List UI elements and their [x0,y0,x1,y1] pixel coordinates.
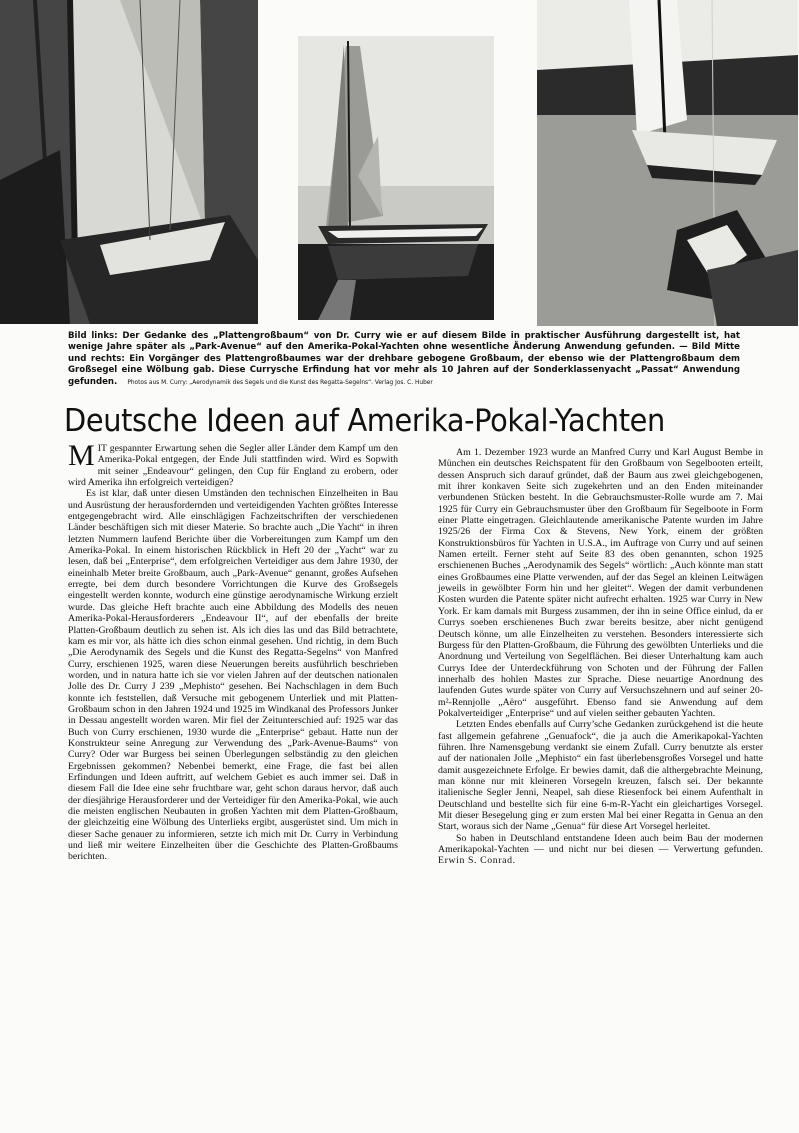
photo-left [0,0,258,324]
yacht-hull-photo [537,0,798,326]
paragraph [68,439,398,489]
photo-credit: Photos aus M. Curry: „Aerodynamik des Segels und die Kunst des Regatta-Segelns“. Verlag Jos. C. Huber [127,377,433,386]
paragraph: Es ist klar, daß unter diesen Umständen den technischen Einzelheiten in Bau und Ausrüstung der herausfordernden und verteidigenden Yachten größtes Interesse entgegengebracht wird. Alle einschlägigen Fachzeitschriften der verschiedenen Länder beschäftigen sich mit dieser Materie. So brachte auch „Die Yacht“ in ihren letzten Nummern laufend Berichte über die Vorbereitungen zum Kampf um den Amerika-Pokal. In einem historischen Rückblick in Heft 20 der „Yacht“ war zu lesen, daß bei „Enterprise“, dem erfolgreichen Verteidiger aus dem Jahre 1930, der eineinhalb Meter breite Großbaum, auch „Park-Avenue“ genannt, großes Aufsehen erregte, bei dem durch besondere Vorrichtungen die Kurve des Großsegels eingestellt werden konnte, wodurch eine günstige aerodynamische Wirkung erzielt wurde. Das gleiche Heft brachte auch eine Abbildung des Modells des neuen Amerika-Pokal-Herausforderers „Endeavour II“, auf der ebenfalls der breite Platten-Großbaum deutlich zu sehen ist. Als ich dies las und das Bild betrachtete, kam es mir vor, als hätte ich dies schon einmal gesehen. Und richtig, in dem Buch „Die Aerodynamik des Segels und die Kunst des Regatta-Segelns“ von Manfred Curry, erschienen 1925, waren diese Neuerungen bereits ausführlich beschrieben worden, und in natura hatte ich sie vor vielen Jahren auf der deutschen nationalen Jolle des Dr. Curry J 239 „Mephisto“ gesehen. Bei Nachschlagen in dem Buch konnte ich feststellen, daß Versuche mit gebogenem Unterliek und mit Platten-Großbaum schon in den Jahren 1924 und 1925 im Windkanal des Professors Junker in Dessau angestellt worden waren. Mir fiel der Zeitunterschied auf: 1925 war das Buch von Curry erschienen, 1930 wurde die „Enterprise“ gebaut. Hatte nun der Konstrukteur seine Anregung zur Verwendung des „Park-Avenue-Baums“ von Curry? Oder war Burgess bei seinen Überlegungen selbständig zu den gleichen Ergebnissen gekommen? Nebenbei bemerkt, eine Frage, die fast bei allen Erfindungen und Ideen auftritt, auf welchem Gebiet es auch immer sei. Daß in diesem Fall die Idee eine sehr fruchtbare war, geht schon daraus hervor, daß auch der diesjährige Herausforderer und der Verteidiger für den Amerika-Pokal, wie auch die meisten englischen Neubauten in großen Yachten mit dem Platten-Großbaum, der gleichzeitig eine Wölbung des Unterlieks ergibt, ausgerüstet sind. Um mich in dieser Sache genauer zu informieren, setzte ich mich mit Dr. Curry in Verbindung und ließ mir weitere Einzelheiten über die Geschichte des Platten-Großbaums berichten. [68,488,398,863]
paragraph: Letzten Endes ebenfalls auf Curry’sche Gedanken zurückgehend ist die heute fast allgemein gefahrene „Genuafock“, die ja auch die Amerikapokal-Yachten führen. Ihre Namensgebung verdankt sie einem Zufall. Curry benutzte als erster auf der nationalen Jolle „Mephisto“ ein fast überlebensgroßes Vorsegel und hatte damit ausgezeichnete Erfolge. Er bewies damit, daß die althergebrachte Meinung, man könne nur mit kleineren Vorsegeln kreuzen, falsch sei. Der bekannte italienische Segler Jenni, Neapel, sah diese Riesenfock bei einem Aufenthalt in Deutschland und bestellte sich für eine 6-m-R-Yacht ein gleichartiges Vorsegel. Mit dieser Besegelung ging er zum ersten Mal bei einer Regatta in Genua an den Start, woraus sich der Name „Genua“ für diese Art Vorsegel herleitet. [438,719,763,833]
paragraph-text: IT gespannter Erwartung sehen die Segler aller Länder dem Kampf um den Amerika-Pokal entgegen, der Ende Juli stattfinden wird. Wird es Sopwith mit seiner „Endeavour“ gelingen, den Cup für England zu erobern, oder wird Amerika ihn erfolgreich verteidigen? [68,443,398,489]
drop-cap: M [68,439,95,472]
photo-middle [298,36,494,320]
paragraph: Am 1. Dezember 1923 wurde an Manfred Curry und Karl August Bembe in München ein deutsches Reichspatent für den Großbaum von Segelbooten erteilt, dessen Anspruch sich darauf gründet, daß der Baum aus zwei gleichgebogenen, mit ihrer konkaven Seite sich zugekehrten und an den Enden miteinander verbundenen Stücken besteht. In die Gebrauchsmuster-Rolle wurde am 7. Mai 1925 für Curry ein Gebrauchsmuster über den Großbaum für Segelboote in Form einer Platte eingetragen. Gleichlautende amerikanische Patente wurden im Jahre 1925/26 der Firma Cox & Stevens, New York, einem der größten Konstruktionsbüros für Yachten in U.S.A., im Auftrage von Curry und auf seinen Namen erteilt. Ferner steht auf Seite 83 des oben genannten, schon 1925 erschienenen Buches „Aerodynamik des Segels“ wörtlich: „Auch könnte man statt eines Großbaumes eine Platte verwenden, auf der das Segel an kleinen Leitwägen jeweils in gewölbter Form hin und her gleitet“. Wegen der damit verbundenen Kosten wurden die Patente später nicht aufrecht erhalten. 1925 war Curry in New York. Er kam damals mit Burgess zusammen, der ihn in seine Office einlud, da er Currys soeben erschienenes Buch zwar bereits besitze, aber nicht genügend Deutsch könne, um alle Einzelheiten zu verstehen. Besonders interessierte sich Burgess für den Platten-Großbaum, die Führung des gewölbten Unterlieks und die Anordnung und Verteilung von Segelflächen. Bei dieser Unterhaltung kam auch Currys Idee der Unterdeckführung von Schoten und der Führung der Fallen innerhalb des hohlen Mastes zur Sprache. Diese neuartige Anordnung des laufenden Gutes wurde später von Curry auf Versuchszehnern und auf seiner 20-m²-Rennjolle „Aëro“ ausgeführt. Ebenso fand sie Anwendung auf dem Pokalverteidiger „Enterprise“ und auf vielen seither gebauten Yachten. [438,447,763,719]
author-signature: Erwin S. Conrad. [438,855,516,867]
photo-caption [68,331,740,388]
paragraph [438,833,763,867]
caption-text: Bild links: Der Gedanke des „Plattengroßbaum“ von Dr. Curry wie er auf diesem Bilde in praktischer Ausführung dargestellt ist, hat wenige Jahre später als „Park-Avenue“ auf den Amerika-Pokal-Yachten ohne wesentliche Änderung Anwendung gefunden. — Bild Mitte und rechts: Ein Vorgänger des Plattengroßbaumes war der drehbare gebogene Großbaum, der ebenso wie der Plattengroßbaum dem Großsegel eine Wölbung gab. Diese Currysche Erfindung hat vor mehr als 10 Jahren auf der Sonderklassenyacht „Passat“ Anwendung gefunden. [68,331,740,387]
article-column-right [438,447,763,867]
paragraph-text: So haben in Deutschland entstandene Ideen auch beim Bau der modernen Amerikapokal-Yachten — und nicht nur bei diesen — Verwertung gefunden. [438,832,763,856]
photo-right [537,0,798,326]
article-column-left [68,439,398,863]
article-headline: Deutsche Ideen auf Amerika-Pokal-Yachten [64,403,665,439]
sailboat-sail-photo [0,0,258,324]
sailboat-reflection-photo [298,36,494,320]
